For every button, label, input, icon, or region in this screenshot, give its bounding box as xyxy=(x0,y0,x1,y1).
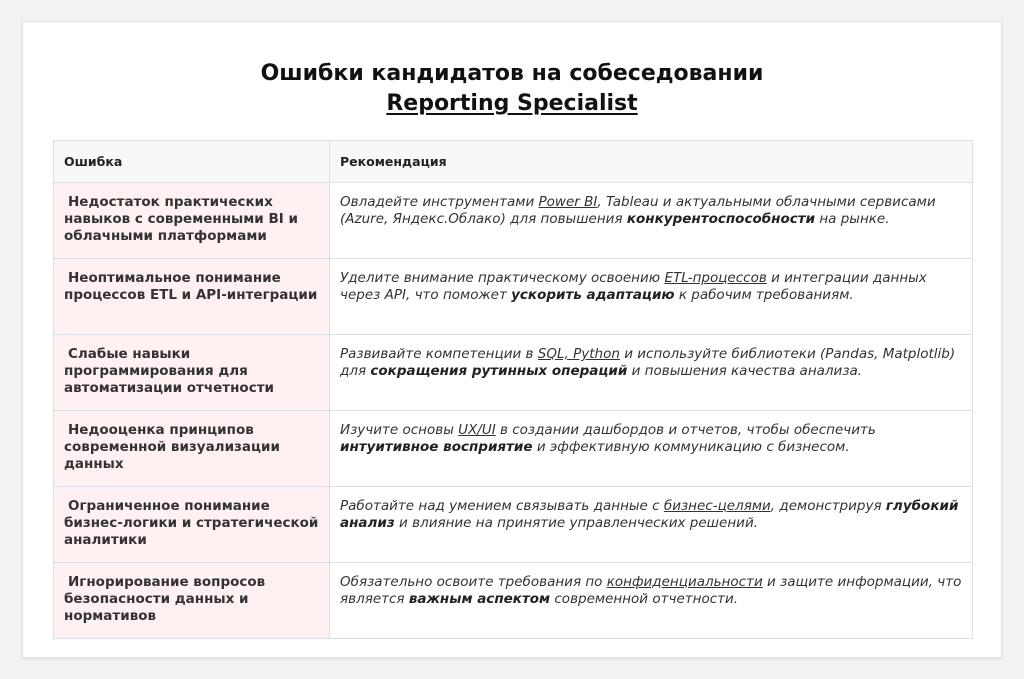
error-cell: Недостаток практических навыков с современными BI и облачными платформами xyxy=(54,183,330,259)
bold-term: важным аспектом xyxy=(408,591,551,607)
title-line-1: Ошибки кандидатов на собеседовании xyxy=(260,61,764,86)
table-row xyxy=(54,411,973,487)
title-line-2: Reporting Specialist xyxy=(386,91,638,116)
table-header-row xyxy=(54,141,973,183)
underlined-term: конфиденциальности xyxy=(606,574,763,590)
underlined-term: ETL-процессов xyxy=(664,270,767,286)
bold-term: глубокий анализ xyxy=(340,498,959,531)
table-row xyxy=(54,487,973,563)
header-error: Ошибка xyxy=(54,141,330,183)
table-row xyxy=(54,563,973,639)
bold-term: конкурентоспособности xyxy=(626,211,816,227)
recommendation-cell: Овладейте инструментами Power BI, Tableau и актуальными облачными сервисами (Azure, Яндекс.Облако) для повышения конкурентоспособности на рынке. xyxy=(330,183,973,259)
error-cell: Игнорирование вопросов безопасности данных и нормативов xyxy=(54,563,330,639)
recommendation-cell: Обязательно освоите требования по конфиденциальности и защите информации, что является важным аспектом современной отчетности. xyxy=(330,563,973,639)
underlined-term: UX/UI xyxy=(458,422,496,438)
recommendation-cell: Изучите основы UX/UI в создании дашбордов и отчетов, чтобы обеспечить интуитивное восприятие и эффективную коммуникацию с бизнесом. xyxy=(330,411,973,487)
page-title xyxy=(23,59,1001,119)
table-row xyxy=(54,335,973,411)
bold-term: ускорить адаптацию xyxy=(511,287,675,303)
error-cell: Недооценка принципов современной визуализации данных xyxy=(54,411,330,487)
bold-term: сокращения рутинных операций xyxy=(370,363,628,379)
recommendation-cell: Развивайте компетенции в SQL, Python и используйте библиотеки (Pandas, Matplotlib) для сокращения рутинных операций и повышения качества анализа. xyxy=(330,335,973,411)
error-cell: Ограниченное понимание бизнес-логики и стратегической аналитики xyxy=(54,487,330,563)
mistakes-table xyxy=(53,140,973,639)
underlined-term: SQL, Python xyxy=(537,346,620,362)
error-cell: Неоптимальное понимание процессов ETL и API-интеграции xyxy=(54,259,330,335)
bold-term: интуитивное восприятие xyxy=(340,439,533,455)
table-row xyxy=(54,183,973,259)
table-row xyxy=(54,259,973,335)
document-card xyxy=(22,21,1002,658)
underlined-term: Power BI xyxy=(538,194,598,210)
recommendation-cell: Уделите внимание практическому освоению ETL-процессов и интеграции данных через API, что поможет ускорить адаптацию к рабочим требованиям. xyxy=(330,259,973,335)
header-recommendation: Рекомендация xyxy=(330,141,973,183)
underlined-term: бизнес-целями xyxy=(663,498,771,514)
recommendation-cell: Работайте над умением связывать данные с бизнес-целями, демонстрируя глубокий анализ и влияние на принятие управленческих решений. xyxy=(330,487,973,563)
error-cell: Слабые навыки программирования для автоматизации отчетности xyxy=(54,335,330,411)
